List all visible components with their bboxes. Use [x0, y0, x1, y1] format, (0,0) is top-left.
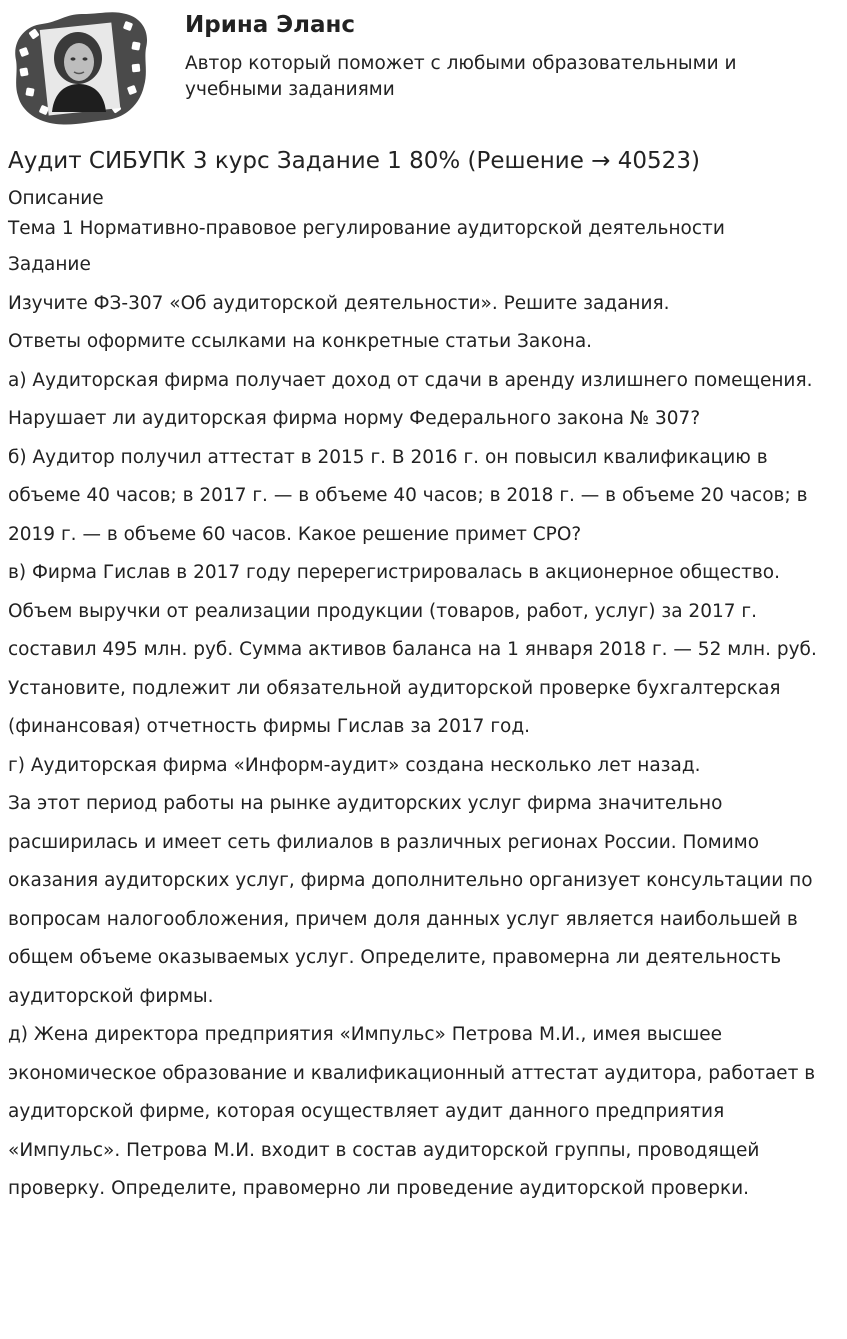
author-avatar[interactable] [8, 8, 150, 126]
task-paragraph: Изучите ФЗ-307 «Об аудиторской деятельности». Решите задания. [8, 292, 670, 314]
task-item-g-continued: За этот период работы на рынке аудиторских услуг фирма значительно расширилась и имеет сеть филиалов в различных регионах России. Помимо оказания аудиторских услуг, фирма дополнительно организует консультации по вопросам налогообложения, причем доля данных услуг является наибольшей в общем объеме оказываемых услуг. Определите, правомерна ли деятельность аудиторской фирмы. [8, 793, 813, 1007]
task-paragraph: Ответы оформите ссылками на конкретные статьи Закона. [8, 331, 593, 352]
author-description: Автор который поможет с любыми образовательными и учебными заданиями [185, 53, 737, 100]
author-name[interactable]: Ирина Эланс [185, 12, 356, 38]
description-label: Описание [8, 188, 104, 209]
task-item-v: в) Фирма Гислав в 2017 году перерегистрировалась в акционерное общество. Объем выручки от реализации продукции (товаров, работ, услуг) за 2017 г. составил 495 млн. руб. Сумма активов баланса на 1 января 2018 г. — 52 млн. руб. Установите, подлежит ли обязательной аудиторской проверке бухгалтерская (финансовая) отчетность фирмы Гислав за 2017 год. [8, 562, 817, 737]
author-header [0, 0, 847, 130]
page-title: Аудит СИБУПК 3 курс Задание 1 80% (Решение → 40523) [8, 148, 700, 174]
topic-paragraph: Тема 1 Нормативно-правовое регулирование аудиторской деятельности [8, 218, 725, 239]
description-body [8, 212, 833, 1209]
task-item-b: б) Аудитор получил аттестат в 2015 г. В 2016 г. он повысил квалификацию в объеме 40 часов; в 2017 г. — в объеме 40 часов; в 2018 г. — в объеме 20 часов; в 2019 г. — в объеме 60 часов. Какое решение примет СРО? [8, 446, 808, 545]
task-heading: Задание [8, 254, 91, 275]
task-item-a: а) Аудиторская фирма получает доход от сдачи в аренду излишнего помещения. Нарушает ли аудиторская фирма норму Федерального закона № 307? [8, 369, 813, 429]
task-item-g: г) Аудиторская фирма «Информ-аудит» создана несколько лет назад. [8, 754, 701, 776]
task-item-d: д) Жена директора предприятия «Импульс» Петрова М.И., имея высшее экономическое образование и квалификационный аттестат аудитора, работает в аудиторской фирме, которая осуществляет аудит данного предприятия «Импульс». Петрова М.И. входит в состав аудиторской группы, проводящей проверку. Определите, правомерно ли проведение аудиторской проверки. [8, 1024, 816, 1199]
